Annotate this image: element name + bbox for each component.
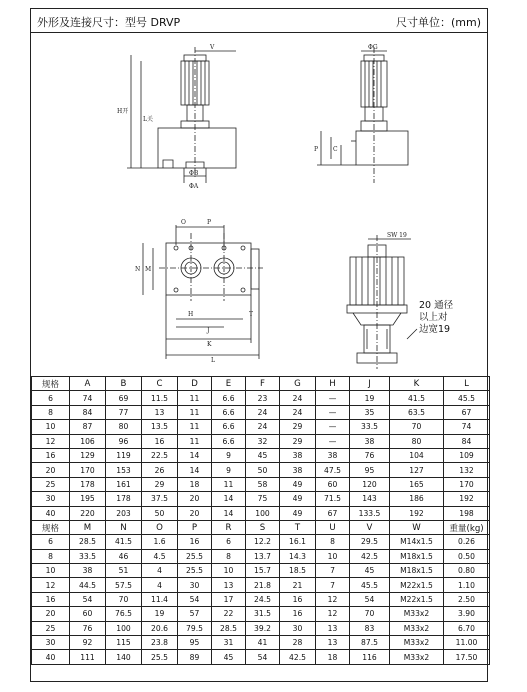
table-cell: M22x1.5 — [390, 592, 444, 606]
table-cell: 29.5 — [350, 535, 390, 549]
table-cell: 70 — [106, 592, 142, 606]
table-cell: 50 — [246, 463, 280, 477]
table-cell: 16 — [280, 592, 316, 606]
table-cell: 25 — [32, 621, 70, 635]
table-cell: — — [316, 391, 350, 405]
table-cell: 23.8 — [142, 636, 178, 650]
table-cell: 9 — [212, 463, 246, 477]
table-cell: 116 — [350, 650, 390, 664]
table-cell: 8 — [32, 405, 70, 419]
table-cell: 44.5 — [70, 578, 106, 592]
table-cell: 29 — [142, 477, 178, 491]
table-row — [32, 621, 490, 635]
table-cell: 67 — [444, 405, 490, 419]
table-cell: 24 — [246, 420, 280, 434]
dim-j: J — [207, 327, 210, 334]
table-cell: 33.5 — [70, 549, 106, 563]
table-header-row — [32, 520, 490, 534]
table-cell: 31 — [212, 636, 246, 650]
table-cell: 178 — [106, 492, 142, 506]
table-cell: 95 — [178, 636, 212, 650]
table-cell: M18x1.5 — [390, 549, 444, 563]
dim-p: P — [314, 146, 319, 153]
table-cell: 74 — [70, 391, 106, 405]
table-cell: 42.5 — [350, 549, 390, 563]
table-cell: 38 — [70, 564, 106, 578]
header-cell: P — [178, 520, 212, 534]
dim-l: L关 — [143, 116, 153, 123]
table-cell: 192 — [444, 492, 490, 506]
table-cell: 45.5 — [350, 578, 390, 592]
table-cell: 16 — [32, 592, 70, 606]
table-cell: 16.1 — [280, 535, 316, 549]
table-cell: 25.5 — [178, 549, 212, 563]
table-cell: 28 — [280, 636, 316, 650]
table-cell: 16 — [32, 448, 70, 462]
table-cell: 18 — [316, 650, 350, 664]
table-cell: 47.5 — [316, 463, 350, 477]
dim-n: N — [135, 266, 141, 273]
header-cell: S — [246, 520, 280, 534]
table-cell: 57 — [178, 607, 212, 621]
table-cell: 29 — [280, 434, 316, 448]
table-cell: 24.5 — [246, 592, 280, 606]
dim-phi-b: ΦB — [189, 170, 199, 177]
table-cell: 4 — [142, 564, 178, 578]
sheet-title: 外形及连接尺寸：型号 DRVP — [37, 16, 181, 29]
header-cell: N — [106, 520, 142, 534]
note-line: 边宽19 — [419, 324, 451, 335]
table-cell: 140 — [106, 650, 142, 664]
table-cell: — — [316, 420, 350, 434]
table-cell: 37.5 — [142, 492, 178, 506]
table-cell: 25.5 — [142, 650, 178, 664]
table-cell: 16 — [280, 607, 316, 621]
table-cell: 10 — [32, 420, 70, 434]
table-cell: 38 — [280, 463, 316, 477]
header-cell: U — [316, 520, 350, 534]
table-cell: 4 — [142, 578, 178, 592]
table-cell: 60 — [70, 607, 106, 621]
table-cell: 13.5 — [142, 420, 178, 434]
table-cell: 30 — [178, 578, 212, 592]
table-cell: 22 — [212, 607, 246, 621]
table-cell: 16 — [142, 434, 178, 448]
table-cell: 186 — [390, 492, 444, 506]
note-line: 以上对 — [419, 312, 448, 323]
table-cell: 38 — [316, 448, 350, 462]
table-row — [32, 650, 490, 664]
table-row — [32, 477, 490, 491]
table-cell: 127 — [390, 463, 444, 477]
table-cell: 195 — [70, 492, 106, 506]
table-cell: 49 — [280, 506, 316, 520]
table-cell: 41.5 — [390, 391, 444, 405]
table-cell: 87 — [70, 420, 106, 434]
table-cell: 95 — [350, 463, 390, 477]
table-cell: 49 — [280, 477, 316, 491]
table-cell: 100 — [106, 621, 142, 635]
table-cell: M33x2 — [390, 607, 444, 621]
table-cell: 20 — [178, 506, 212, 520]
table-row — [32, 492, 490, 506]
table-cell: 0.26 — [444, 535, 490, 549]
table-cell: 9 — [212, 448, 246, 462]
table-cell: 6.6 — [212, 420, 246, 434]
table-cell: 115 — [106, 636, 142, 650]
table-cell: M22x1.5 — [390, 578, 444, 592]
table-cell: 12.2 — [246, 535, 280, 549]
table-cell: 109 — [444, 448, 490, 462]
table-cell: 18 — [178, 477, 212, 491]
header-cell: B — [106, 377, 142, 391]
table-cell: 19 — [142, 607, 178, 621]
table-row — [32, 463, 490, 477]
table-cell: 58 — [246, 477, 280, 491]
table-cell: 14 — [212, 506, 246, 520]
table-cell: 170 — [444, 477, 490, 491]
table-cell: 28.5 — [70, 535, 106, 549]
side-note — [419, 300, 453, 336]
table-cell: 26 — [142, 463, 178, 477]
table-header-row — [32, 377, 490, 391]
header-cell: A — [70, 377, 106, 391]
header-cell: R — [212, 520, 246, 534]
header-cell: 重量(kg) — [444, 520, 490, 534]
table-cell: 77 — [106, 405, 142, 419]
table-cell: 13 — [212, 578, 246, 592]
table-cell: 54 — [178, 592, 212, 606]
front-view — [127, 47, 236, 183]
table-cell: 29 — [280, 420, 316, 434]
table-cell: 21 — [280, 578, 316, 592]
table-cell: 79.5 — [178, 621, 212, 635]
table-cell: 13 — [316, 621, 350, 635]
table-cell: 13.7 — [246, 549, 280, 563]
table-cell: 60 — [316, 477, 350, 491]
table-cell: 11.5 — [142, 391, 178, 405]
table-cell: 6.6 — [212, 405, 246, 419]
table-cell: 104 — [390, 448, 444, 462]
table-cell: 84 — [444, 434, 490, 448]
table-cell: 83 — [350, 621, 390, 635]
table-cell: 16 — [178, 535, 212, 549]
table-row — [32, 564, 490, 578]
table-row — [32, 592, 490, 606]
table-cell: 111 — [70, 650, 106, 664]
table-cell: 69 — [106, 391, 142, 405]
table-cell: 45 — [212, 650, 246, 664]
table-cell: 12 — [32, 434, 70, 448]
table-row — [32, 636, 490, 650]
table-cell: 12 — [316, 592, 350, 606]
technical-drawing — [31, 33, 489, 379]
table-cell: 165 — [390, 477, 444, 491]
table-row — [32, 549, 490, 563]
table-cell: 100 — [246, 506, 280, 520]
table-cell: 40 — [32, 650, 70, 664]
table-cell: 3.90 — [444, 607, 490, 621]
table-cell: 220 — [70, 506, 106, 520]
table-cell: 106 — [70, 434, 106, 448]
table-cell: 6 — [32, 391, 70, 405]
table-cell: 192 — [390, 506, 444, 520]
table-cell: 45 — [350, 564, 390, 578]
table-cell: 75 — [246, 492, 280, 506]
table-cell: 50 — [142, 506, 178, 520]
table-cell: 54 — [70, 592, 106, 606]
dim-phi-a: ΦA — [189, 183, 199, 190]
table-cell: 22.5 — [142, 448, 178, 462]
header-cell: 规格 — [32, 520, 70, 534]
table-cell: 12 — [32, 578, 70, 592]
table-cell: 24 — [246, 405, 280, 419]
header-cell: C — [142, 377, 178, 391]
dim-m: M — [145, 266, 152, 273]
dim-sw: SW 19 — [387, 232, 407, 239]
table-cell: 96 — [106, 434, 142, 448]
table-cell: 54 — [246, 650, 280, 664]
bottom-view — [143, 225, 263, 359]
table-cell: 67 — [316, 506, 350, 520]
table-cell: 120 — [350, 477, 390, 491]
table-cell: 8 — [32, 549, 70, 563]
header-cell: F — [246, 377, 280, 391]
table-cell: 80 — [390, 434, 444, 448]
table-cell: — — [316, 405, 350, 419]
table-cell: 0.80 — [444, 564, 490, 578]
table-row — [32, 420, 490, 434]
header-cell: T — [280, 520, 316, 534]
table-cell: 51 — [106, 564, 142, 578]
table-cell: 129 — [70, 448, 106, 462]
table-cell: 2.50 — [444, 592, 490, 606]
table-cell: 19 — [350, 391, 390, 405]
table-cell: M18x1.5 — [390, 564, 444, 578]
table-cell: 21.8 — [246, 578, 280, 592]
dimension-table — [31, 376, 490, 665]
table-cell: M33x2 — [390, 650, 444, 664]
table-cell: 25.5 — [178, 564, 212, 578]
table-cell: 14.3 — [280, 549, 316, 563]
table-cell: 17.50 — [444, 650, 490, 664]
table-cell: 133.5 — [350, 506, 390, 520]
table-cell: 84 — [70, 405, 106, 419]
header-cell: K — [390, 377, 444, 391]
header-cell: L — [444, 377, 490, 391]
table-cell: 7 — [316, 578, 350, 592]
table-cell: 42.5 — [280, 650, 316, 664]
table-cell: 10 — [32, 564, 70, 578]
table-row — [32, 535, 490, 549]
dim-v: V — [210, 44, 215, 51]
table-cell: 7 — [316, 564, 350, 578]
table-cell: 38 — [280, 448, 316, 462]
dim-k: K — [207, 341, 212, 348]
table-cell: 46 — [106, 549, 142, 563]
table-cell: 54 — [350, 592, 390, 606]
table-cell: 28.5 — [212, 621, 246, 635]
table-cell: 8 — [212, 549, 246, 563]
sheet-header — [31, 9, 487, 33]
table-cell: 45.5 — [444, 391, 490, 405]
header-cell: O — [142, 520, 178, 534]
table-cell: 41 — [246, 636, 280, 650]
header-cell: E — [212, 377, 246, 391]
table-cell: 25 — [32, 477, 70, 491]
table-cell: 32 — [246, 434, 280, 448]
table-row — [32, 607, 490, 621]
header-cell: M — [70, 520, 106, 534]
table-cell: 13 — [316, 636, 350, 650]
side-view — [317, 47, 408, 183]
table-cell: 13 — [142, 405, 178, 419]
table-cell: 132 — [444, 463, 490, 477]
table-cell: 49 — [280, 492, 316, 506]
table-row — [32, 578, 490, 592]
table-cell: 63.5 — [390, 405, 444, 419]
table-cell: 6.70 — [444, 621, 490, 635]
table-cell: 11.4 — [142, 592, 178, 606]
header-cell: 规格 — [32, 377, 70, 391]
table-cell: 40 — [32, 506, 70, 520]
table-cell: 6 — [32, 535, 70, 549]
table-cell: 20 — [178, 492, 212, 506]
drawing-sheet — [30, 8, 488, 682]
table-cell: 161 — [106, 477, 142, 491]
table-cell: 6 — [212, 535, 246, 549]
table-cell: 74 — [444, 420, 490, 434]
table-row — [32, 434, 490, 448]
table-cell: M33x2 — [390, 621, 444, 635]
table-cell: 20 — [32, 463, 70, 477]
table-cell: 23 — [246, 391, 280, 405]
table-cell: 24 — [280, 391, 316, 405]
table-cell: 14 — [178, 448, 212, 462]
table-cell: 11 — [212, 477, 246, 491]
table-cell: 20.6 — [142, 621, 178, 635]
unit-label: 尺寸单位：(mm) — [395, 16, 481, 29]
table-cell: 17 — [212, 592, 246, 606]
table-cell: 1.10 — [444, 578, 490, 592]
table-cell: 92 — [70, 636, 106, 650]
table-cell: 119 — [106, 448, 142, 462]
valve-perspective — [347, 235, 417, 369]
table-cell: 31.5 — [246, 607, 280, 621]
table-cell: M14x1.5 — [390, 535, 444, 549]
table-cell: 76 — [70, 621, 106, 635]
table-cell: 41.5 — [106, 535, 142, 549]
table-cell: 14 — [178, 463, 212, 477]
table-cell: 76 — [350, 448, 390, 462]
table-cell: 33.5 — [350, 420, 390, 434]
table-cell: 35 — [350, 405, 390, 419]
header-cell: D — [178, 377, 212, 391]
table-cell: 10 — [316, 549, 350, 563]
table-cell: M33x2 — [390, 636, 444, 650]
dim-t: T — [249, 311, 254, 318]
dim-c: C — [333, 146, 338, 153]
dim-phi-g: ΦG — [368, 44, 378, 51]
table2-body — [32, 520, 490, 664]
table1-body — [32, 377, 490, 521]
table-cell: 39.2 — [246, 621, 280, 635]
dim-o: O — [181, 219, 186, 226]
table-cell: 18.5 — [280, 564, 316, 578]
table-cell: 10 — [212, 564, 246, 578]
header-cell: W — [390, 520, 444, 534]
table-cell: 11 — [178, 434, 212, 448]
table-row — [32, 448, 490, 462]
table-cell: — — [316, 434, 350, 448]
dim-h2: H — [188, 311, 194, 318]
table-cell: 38 — [350, 434, 390, 448]
table-cell: 198 — [444, 506, 490, 520]
table-cell: 30 — [32, 492, 70, 506]
table-cell: 76.5 — [106, 607, 142, 621]
dim-l2: L — [211, 357, 215, 364]
table-cell: 80 — [106, 420, 142, 434]
table-cell: 30 — [32, 636, 70, 650]
table-cell: 71.5 — [316, 492, 350, 506]
header-cell: H — [316, 377, 350, 391]
table-cell: 12 — [316, 607, 350, 621]
table-cell: 1.6 — [142, 535, 178, 549]
table-cell: 153 — [106, 463, 142, 477]
table-cell: 143 — [350, 492, 390, 506]
header-cell: G — [280, 377, 316, 391]
table-cell: 6.6 — [212, 434, 246, 448]
table-cell: 14 — [212, 492, 246, 506]
table-cell: 45 — [246, 448, 280, 462]
table-cell: 178 — [70, 477, 106, 491]
table-cell: 6.6 — [212, 391, 246, 405]
table-cell: 4.5 — [142, 549, 178, 563]
table-cell: 11 — [178, 420, 212, 434]
table-cell: 87.5 — [350, 636, 390, 650]
table-cell: 170 — [70, 463, 106, 477]
header-cell: V — [350, 520, 390, 534]
table-cell: 0.50 — [444, 549, 490, 563]
table-cell: 20 — [32, 607, 70, 621]
table-cell: 15.7 — [246, 564, 280, 578]
table-cell: 24 — [280, 405, 316, 419]
dim-p2: P — [207, 219, 212, 226]
table-row — [32, 506, 490, 520]
table-cell: 203 — [106, 506, 142, 520]
header-cell: J — [350, 377, 390, 391]
table-cell: 57.5 — [106, 578, 142, 592]
table-cell: 11 — [178, 405, 212, 419]
table-row — [32, 405, 490, 419]
table-cell: 70 — [350, 607, 390, 621]
dim-h: H开 — [117, 108, 129, 115]
note-line: 20 通径 — [419, 300, 454, 311]
table-cell: 70 — [390, 420, 444, 434]
table-cell: 11.00 — [444, 636, 490, 650]
table-cell: 8 — [316, 535, 350, 549]
table-cell: 89 — [178, 650, 212, 664]
table-cell: 11 — [178, 391, 212, 405]
table-cell: 30 — [280, 621, 316, 635]
table-row — [32, 391, 490, 405]
